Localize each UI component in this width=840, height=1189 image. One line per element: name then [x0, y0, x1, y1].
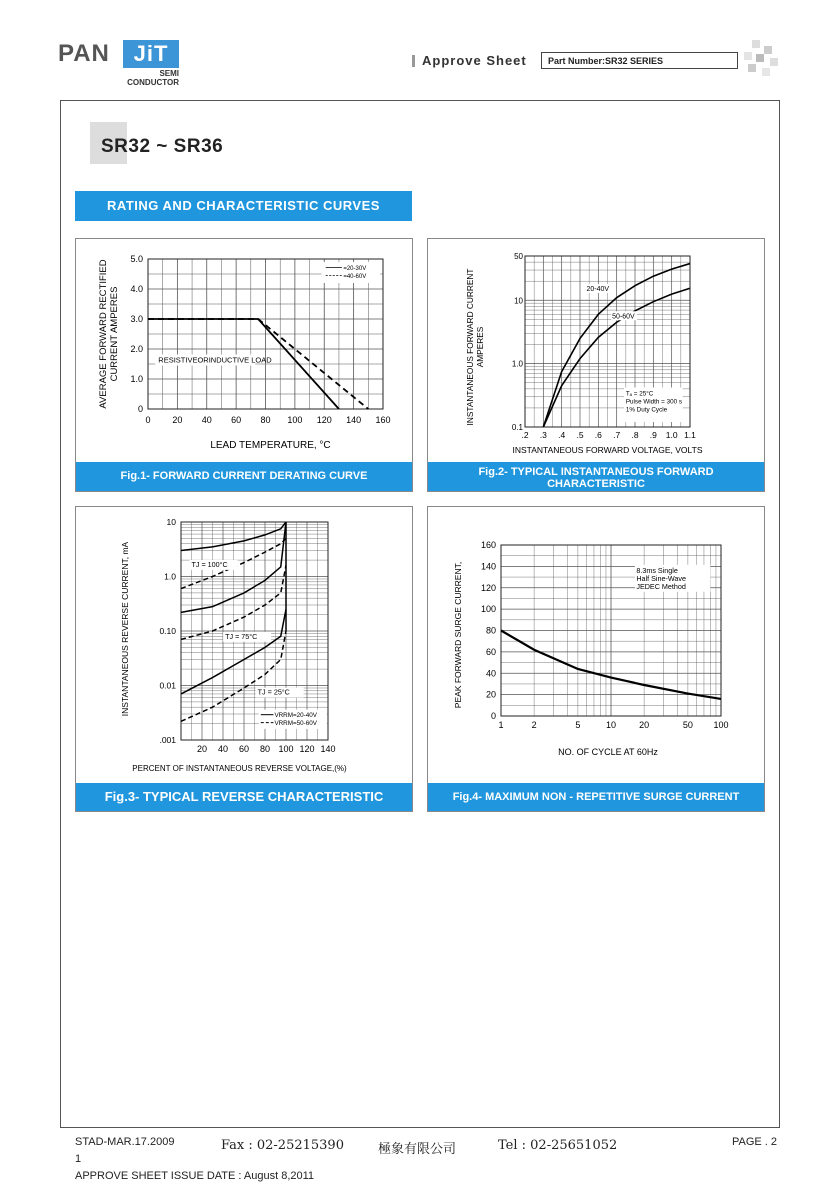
y-tick-label: 80 — [485, 625, 496, 636]
x-tick-label: 50 — [682, 720, 693, 730]
y-tick-label: 0 — [137, 404, 143, 414]
y-tick-label: 5.0 — [130, 254, 143, 264]
y-axis-label: PEAK FORWARD SURGE CURRENT, — [453, 561, 463, 709]
fig3-chart — [76, 507, 412, 781]
fig4-chart — [428, 507, 764, 781]
x-tick-label: 160 — [375, 415, 391, 425]
footer-company: 極象有限公司 — [378, 1142, 457, 1157]
temp-label: TJ = 75°C — [225, 631, 258, 641]
fig2-chart — [428, 239, 764, 461]
x-tick-label: 80 — [259, 744, 271, 754]
x-tick-label: 100 — [278, 744, 294, 754]
annotation-label: Pulse Width = 300 s — [625, 398, 683, 406]
y-tick-label: .001 — [159, 735, 176, 745]
y-tick-label: 10 — [166, 517, 176, 527]
checker-decoration — [742, 40, 782, 80]
y-axis-label: AVERAGE FORWARD RECTIFIEDCURRENT AMPERES — [98, 259, 120, 409]
y-tick-label: 50 — [514, 252, 523, 261]
x-tick-label: 80 — [260, 415, 271, 425]
x-tick-label: .4 — [558, 430, 566, 440]
x-tick-label: .3 — [539, 430, 547, 440]
temp-label: TJ = 25°C — [257, 687, 290, 697]
y-tick-label: 20 — [485, 689, 496, 700]
x-tick-label: .6 — [594, 430, 602, 440]
y-tick-label: 1.0 — [164, 571, 176, 582]
x-tick-label: 20 — [196, 744, 208, 754]
x-tick-label: 10 — [605, 720, 617, 730]
annotation-label: Tₐ = 25°C — [625, 390, 654, 398]
y-tick-label: 0.1 — [511, 423, 523, 432]
y-tick-label: 40 — [485, 668, 496, 679]
y-tick-label: 100 — [480, 604, 496, 615]
y-tick-label: 160 — [480, 540, 496, 550]
x-tick-label: 0 — [145, 415, 151, 425]
x-axis-label: PERCENT OF INSTANTANEOUS REVERSE VOLTAGE,(%) — [132, 764, 347, 773]
part-number-value: SR32 SERIES — [605, 56, 664, 66]
x-tick-label: 40 — [201, 415, 212, 425]
fig2-caption: Fig.2- TYPICAL INSTANTANEOUS FORWARD CHARACTERISTIC — [428, 462, 764, 491]
fig1-chart — [76, 239, 412, 461]
x-tick-label: .8 — [631, 430, 639, 440]
legend-label: =40-60V — [343, 273, 367, 280]
y-tick-label: 1.0 — [130, 374, 143, 384]
approve-marker — [412, 55, 415, 67]
y-tick-label: 140 — [480, 561, 496, 572]
x-tick-label: .2 — [521, 430, 529, 440]
part-number-box — [541, 52, 738, 69]
x-tick-label: 20 — [172, 415, 183, 425]
series-label: 50-60V — [612, 313, 635, 321]
footer-page-number: 1 — [75, 1153, 82, 1165]
y-tick-label: 0 — [490, 711, 496, 721]
x-tick-label: .7 — [613, 430, 621, 440]
x-tick-label: 1.0 — [665, 430, 678, 440]
x-tick-label: 140 — [346, 415, 362, 425]
logo-subtitle — [125, 69, 179, 87]
y-tick-label: 60 — [485, 646, 496, 657]
footer-doc-code: STAD-MAR.17.2009 — [75, 1136, 175, 1148]
fig4-caption: Fig.4- MAXIMUM NON - REPETITIVE SURGE CURRENT — [428, 783, 764, 811]
x-tick-label: 140 — [320, 744, 336, 754]
y-tick-label: 10 — [514, 296, 523, 306]
page-title: SR32 ~ SR36 — [101, 136, 224, 157]
x-tick-label: 1.1 — [684, 430, 696, 440]
fig3-caption: Fig.3- TYPICAL REVERSE CHARACTERISTIC — [76, 783, 412, 811]
x-tick-label: 60 — [238, 744, 250, 754]
x-tick-label: .9 — [649, 430, 657, 440]
part-number-label: Part Number: — [548, 56, 606, 66]
annotation-label: RESISTIVEORINDUCTIVE LOAD — [158, 355, 272, 365]
x-tick-label: .5 — [576, 430, 584, 440]
y-axis-label: INSTANTANEOUS REVERSE CURRENT, mA — [120, 541, 130, 717]
x-tick-label: 120 — [299, 744, 315, 754]
logo-accent: JiT — [123, 40, 179, 68]
y-axis-label: INSTANTANEOUS FORWARD CURRENTAMPERES — [465, 268, 485, 426]
y-tick-label: 4.0 — [130, 284, 143, 294]
legend-label: VRRM=20-40V — [274, 712, 317, 720]
x-axis-label: LEAD TEMPERATURE, °C — [210, 440, 331, 451]
section-heading: RATING AND CHARACTERISTIC CURVES — [75, 191, 412, 221]
logo-subtitle-text: SEMI CONDUCTOR — [127, 69, 179, 87]
x-tick-label: 1 — [498, 720, 504, 730]
footer-fax: Fax : 02-25215390 — [221, 1138, 344, 1153]
x-tick-label: 100 — [287, 415, 303, 425]
footer-tel: Tel : 02-25651052 — [498, 1138, 618, 1153]
annotation-label: 1% Duty Cycle — [625, 406, 668, 414]
fig4-panel — [427, 506, 765, 812]
fig1-panel — [75, 238, 413, 492]
approve-sheet-label: Approve Sheet — [422, 53, 527, 68]
legend-label: =20-30V — [343, 265, 367, 272]
x-tick-label: 20 — [639, 720, 650, 730]
x-axis-label: INSTANTANEOUS FORWARD VOLTAGE, VOLTS — [512, 445, 703, 455]
legend-label: VRRM=50-60V — [274, 720, 317, 728]
fig2-panel — [427, 238, 765, 492]
temp-label: TJ = 100°C — [191, 559, 228, 569]
y-tick-label: 1.0 — [511, 359, 523, 369]
series-label: 20-40V — [586, 286, 610, 294]
x-tick-label: 40 — [217, 744, 229, 754]
annotation-label: JEDEC Method — [636, 581, 686, 591]
footer-issue-date: APPROVE SHEET ISSUE DATE : August 8,2011 — [75, 1170, 315, 1182]
x-tick-label: 5 — [575, 720, 581, 730]
y-tick-label: 0.10 — [159, 626, 176, 636]
x-tick-label: 100 — [713, 720, 729, 730]
fig3-panel — [75, 506, 413, 812]
annotation-label: Half Sine-Wave — [636, 573, 687, 583]
y-tick-label: 0.01 — [159, 680, 176, 691]
footer-page: PAGE . 2 — [732, 1136, 778, 1148]
logo-text: PAN — [58, 40, 110, 67]
x-axis-label: NO. OF CYCLE AT 60Hz — [558, 747, 658, 757]
x-tick-label: 120 — [316, 415, 332, 425]
x-tick-label: 2 — [531, 720, 537, 730]
annotation-label: 8.3ms Single — [636, 565, 678, 575]
y-tick-label: 3.0 — [130, 314, 143, 324]
y-tick-label: 2.0 — [130, 344, 143, 354]
fig1-caption: Fig.1- FORWARD CURRENT DERATING CURVE — [76, 462, 412, 491]
x-tick-label: 60 — [231, 415, 242, 425]
y-tick-label: 120 — [480, 582, 496, 593]
